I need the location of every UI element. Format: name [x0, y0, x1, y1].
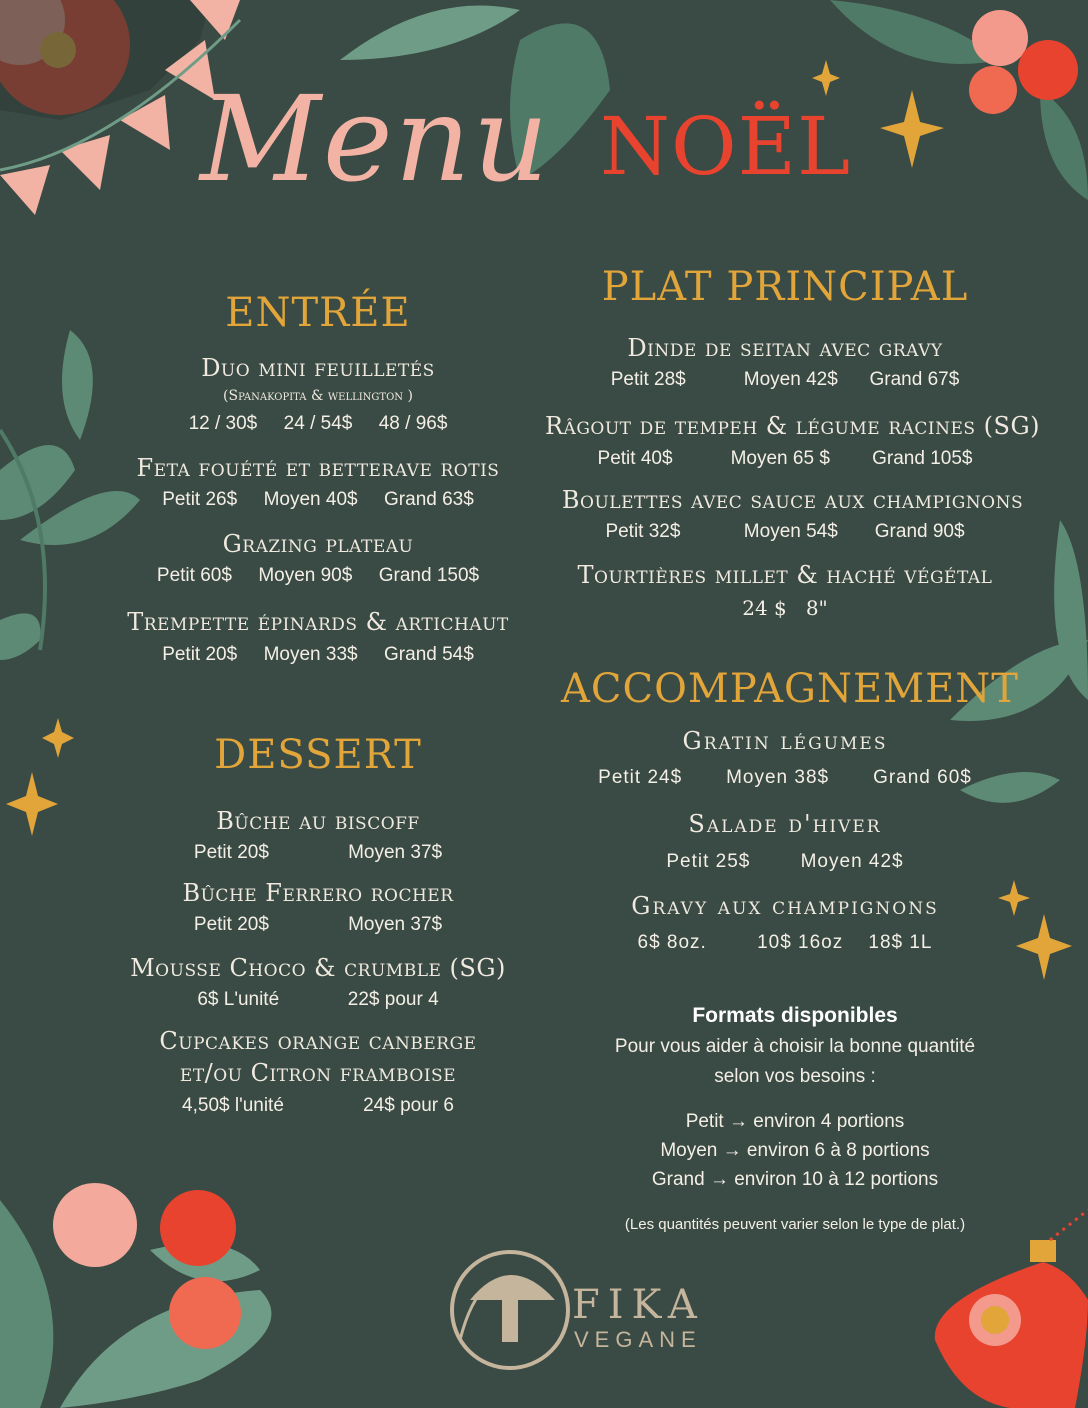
plat-item-prices — [540, 521, 1030, 543]
accompagnement-item-name: Salade d'hiver — [688, 810, 882, 838]
price: Grand 60$ — [873, 767, 972, 788]
price: 24$ pour 6 — [363, 1095, 454, 1116]
dessert-heading: DESSERT — [214, 732, 422, 778]
dessert-item-name: Cupcakes orange canberge — [159, 1027, 477, 1055]
price: Moyen 37$ — [348, 914, 443, 935]
entree-item-name: Feta fouété et betterave rotis — [136, 454, 500, 482]
dessert-item-prices — [118, 1095, 518, 1117]
berries-icon — [0, 1183, 271, 1408]
plat-item-name: Tourtières millet & haché végétal — [577, 561, 993, 589]
dessert-item-prices — [118, 914, 518, 936]
price: Grand 67$ — [869, 369, 960, 390]
dessert-item-name: Mousse Choco & crumble (SG) — [130, 954, 506, 982]
formats-intro: selon vos besoins : — [714, 1066, 876, 1087]
entree-item-prices — [118, 565, 518, 587]
dessert-item-name: Bûche au biscoff — [216, 807, 420, 835]
entree-item-prices — [118, 489, 518, 511]
price: Grand 105$ — [872, 448, 973, 469]
price: Petit 20$ — [162, 644, 238, 665]
entree-item-name: Duo mini feuilletés — [201, 354, 435, 382]
entree-item-note: (Spanakopita & wellington ) — [223, 388, 413, 404]
accompagnement-item-prices — [540, 851, 1030, 873]
mushroom-logo-icon — [452, 1252, 568, 1368]
entree-heading: ENTRÉE — [225, 290, 411, 336]
accompagnement-item-prices — [540, 767, 1030, 789]
price: Petit 26$ — [162, 489, 238, 510]
plat-item-prices — [540, 369, 1030, 391]
formats-note: (Les quantités peuvent varier selon le type de plat.) — [624, 1216, 966, 1233]
price: Moyen 65 $ — [730, 448, 830, 469]
accompagnement-item-prices — [540, 932, 1030, 954]
entree-item-name: Trempette épinards & artichaut — [127, 608, 509, 636]
price: Petit 60$ — [156, 565, 232, 586]
price: 10$ 16oz — [757, 932, 844, 953]
price: 48 / 96$ — [378, 413, 448, 434]
formats-intro: Pour vous aider à choisir la bonne quantité — [614, 1036, 976, 1057]
price: Petit 40$ — [597, 448, 673, 469]
price: 4,50$ l'unité — [182, 1095, 284, 1116]
price: 8" — [805, 596, 828, 620]
accompagnement-heading: ACCOMPAGNEMENT — [561, 666, 1019, 712]
price: Moyen 90$ — [258, 565, 353, 586]
price: 24 $ — [742, 596, 787, 620]
price: 12 / 30$ — [188, 413, 258, 434]
plat-item-name: Boulettes avec sauce aux champignons — [561, 486, 1024, 514]
dessert-item-prices — [118, 989, 518, 1011]
price: Petit 28$ — [610, 369, 686, 390]
accompagnement-item-name: Gravy aux champignons — [631, 892, 939, 920]
price: 22$ pour 4 — [347, 989, 439, 1010]
price: Moyen 40$ — [263, 489, 358, 510]
price: 6$ L'unité — [197, 989, 280, 1010]
price: Moyen 33$ — [263, 644, 358, 665]
price: Petit 25$ — [666, 851, 751, 872]
dessert-item-name: Bûche Ferrero rocher — [182, 879, 454, 907]
formats-line: Grand → environ 10 à 12 portions — [651, 1169, 939, 1190]
plat-item-prices — [540, 596, 1030, 620]
price: Grand 150$ — [378, 565, 480, 586]
price: Moyen 37$ — [348, 842, 443, 863]
plat-item-name: Dinde de seitan avec gravy — [627, 334, 943, 362]
entree-item-name: Grazing plateau — [222, 530, 414, 558]
logo-sub: VEGANE — [574, 1327, 702, 1352]
formats-line: Moyen → environ 6 à 8 portions — [660, 1140, 930, 1161]
entree-item-prices — [118, 413, 518, 435]
price: Grand 54$ — [384, 644, 474, 665]
dessert-item-name: et/ou Citron framboise — [179, 1059, 457, 1087]
plat-heading: PLAT PRINCIPAL — [601, 264, 969, 310]
price: Moyen 42$ — [800, 851, 904, 872]
noel-title: NOËL — [600, 100, 852, 193]
price: Petit 20$ — [193, 914, 269, 935]
price: 24 / 54$ — [283, 413, 353, 434]
price: Petit 32$ — [605, 521, 681, 542]
logo-name: FIKA — [572, 1282, 705, 1328]
plat-item-prices — [540, 448, 1030, 470]
dessert-item-prices — [118, 842, 518, 864]
price: Grand 90$ — [874, 521, 965, 542]
price: Petit 24$ — [598, 767, 683, 788]
price: 6$ 8oz. — [637, 932, 707, 953]
price: Grand 63$ — [384, 489, 474, 510]
price: Moyen 54$ — [743, 521, 838, 542]
ornament-icon — [935, 1210, 1088, 1408]
price: 18$ 1L — [868, 932, 933, 953]
price: Moyen 42$ — [743, 369, 838, 390]
price: Moyen 38$ — [726, 767, 830, 788]
menu-script-title: Menu — [200, 70, 551, 208]
price: Petit 20$ — [193, 842, 269, 863]
formats-title: Formats disponibles — [692, 1004, 898, 1027]
accompagnement-item-name: Gratin légumes — [682, 727, 888, 755]
plat-item-name: Râgout de tempeh & légume racines (SG) — [544, 412, 1041, 440]
formats-line: Petit → environ 4 portions — [685, 1111, 905, 1132]
entree-item-prices — [118, 644, 518, 666]
